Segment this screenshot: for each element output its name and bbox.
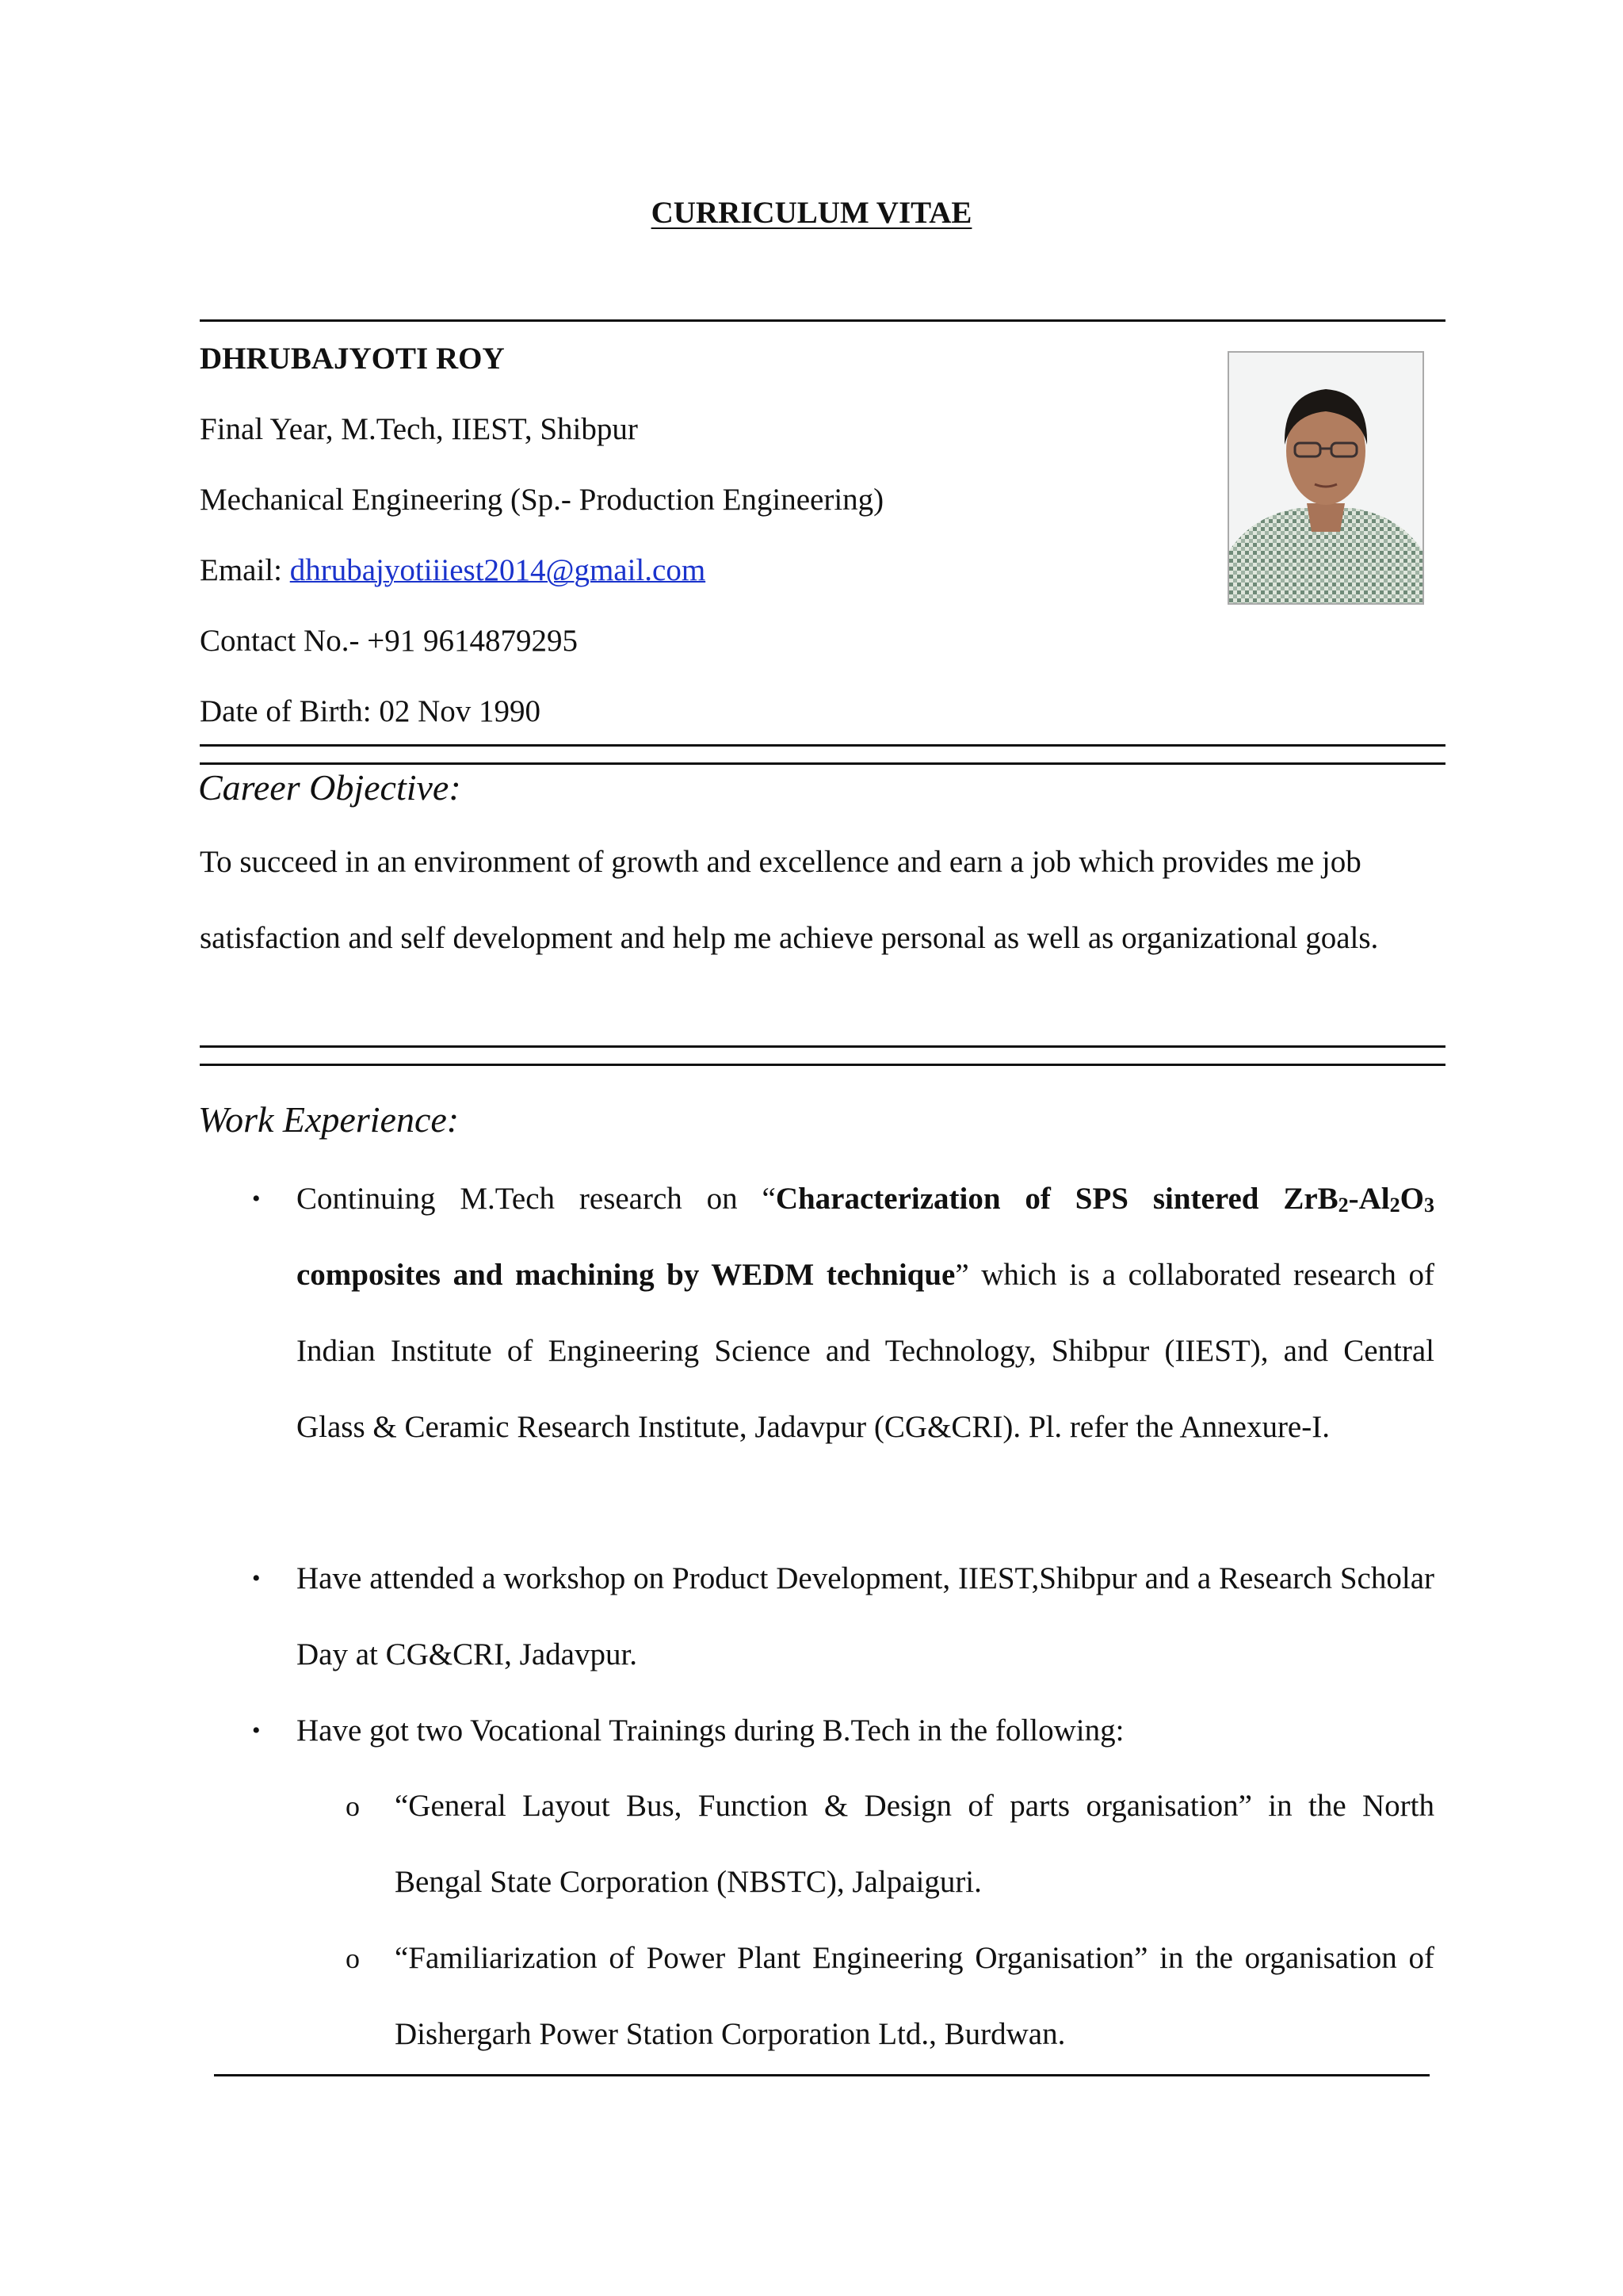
work-item-trainings: Have got two Vocational Trainings during B.Tech in the following:	[296, 1713, 1125, 1748]
email-link[interactable]: dhrubajyotiiiest2014@gmail.com	[289, 553, 706, 587]
footer-divider	[214, 2074, 1430, 2076]
dob-line: Date of Birth: 02 Nov 1990	[200, 694, 541, 728]
bullet-marker: •	[252, 1565, 261, 1591]
work-experience-heading: Work Experience:	[198, 1099, 460, 1140]
research-intro: Continuing M.Tech research on “	[296, 1182, 776, 1216]
career-divider-bottom	[200, 1064, 1445, 1066]
work-item-workshop: Have attended a workshop on Product Development, IIEST,Shibpur and a Research Scholar Day at CG&CRI, Jadavpur.	[296, 1561, 1434, 1671]
profile-photo	[1228, 351, 1424, 605]
training-item-nbstc: “General Layout Bus, Function & Design of parts organisation” in the North Bengal State Corporation (NBSTC), Jalpaiguri.	[395, 1789, 1434, 1899]
sub-bullet-marker: o	[346, 1943, 360, 1974]
email-line	[200, 552, 705, 589]
career-divider-top	[200, 1045, 1445, 1048]
profile-photo-image	[1229, 353, 1423, 603]
research-title: Characterization of SPS sintered $ZrB_2-Al_2O_3$ composites and machining by WEDM technique	[296, 1182, 1434, 1292]
email-label: Email:	[200, 553, 290, 587]
work-item-research	[296, 1161, 1434, 1465]
candidate-name: DHRUBAJYOTI ROY	[200, 342, 505, 376]
sub-bullet-marker: o	[346, 1790, 360, 1822]
document-title-text: CURRICULUM VITAE	[651, 196, 972, 230]
research-details: ” which is a collaborated research of Indian Institute of Engineering Science and Technology, Shibpur (IIEST), and Central Glass & Ceramic Research Institute, Jadavpur (CG&CRI). Pl. refer the Annexure-I.	[296, 1258, 1434, 1444]
bullet-marker: •	[252, 1717, 261, 1744]
career-objective-text: To succeed in an environment of growth and excellence and earn a job which provides me job satisfaction and self development and help me achieve personal as well as organizational goals.	[200, 845, 1379, 955]
career-objective-heading: Career Objective:	[198, 767, 461, 808]
document-title	[0, 195, 1623, 231]
department-line: Mechanical Engineering (Sp.- Production Engineering)	[200, 483, 884, 517]
profile-divider-bottom	[200, 762, 1445, 765]
bullet-marker: •	[252, 1186, 261, 1212]
education-line: Final Year, M.Tech, IIEST, Shibpur	[200, 412, 638, 446]
contact-line: Contact No.- +91 9614879295	[200, 624, 578, 658]
header-divider	[200, 319, 1445, 322]
profile-divider-top	[200, 744, 1445, 747]
training-item-dishergarh: “Familiarization of Power Plant Engineering Organisation” in the organisation of Dishergarh Power Station Corporation Ltd., Burdwan.	[395, 1941, 1434, 2051]
